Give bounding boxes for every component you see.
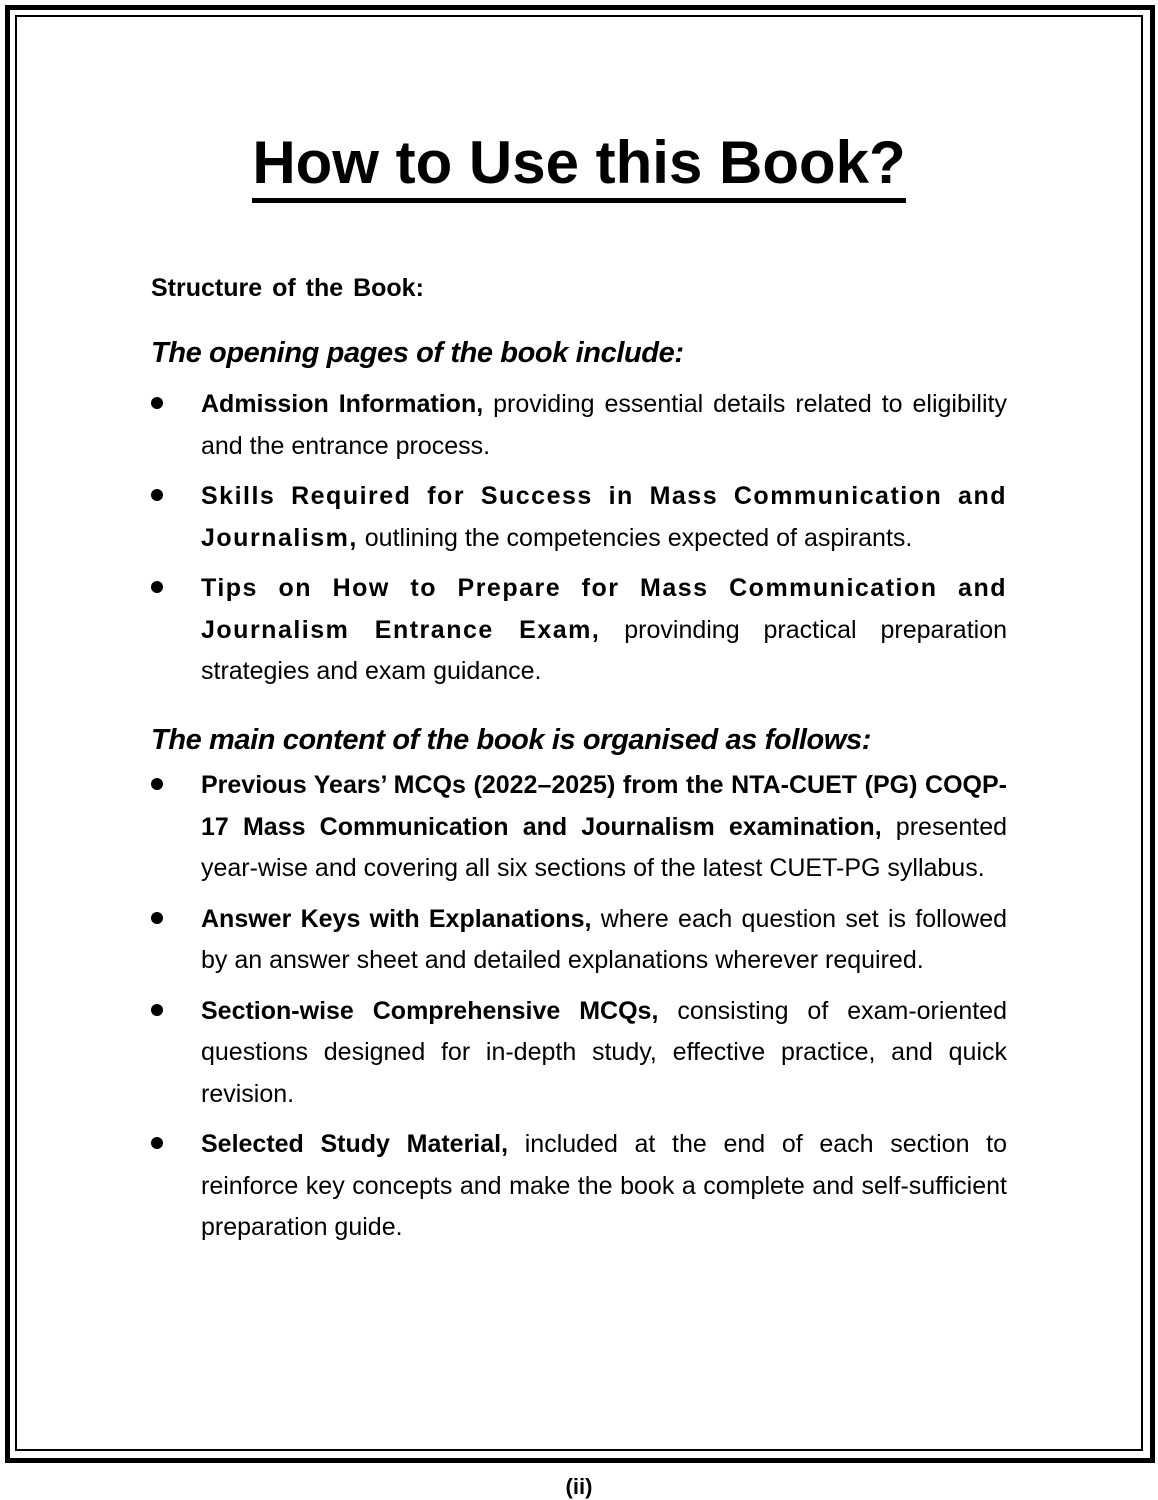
list-item-title: Answer Keys with Explanations, xyxy=(201,904,592,933)
main-section-heading: The main content of the book is organised as follows: xyxy=(151,724,871,756)
bullet-icon xyxy=(151,778,163,790)
list-item-text: where each question set is followed by an answer sheet and detailed explanations wherever required. xyxy=(201,904,1008,974)
list-item-title: Tips on How to Prepare for Mass Communication and Journalism Entrance Exam, xyxy=(201,574,1007,644)
structure-heading: Structure of the Book: xyxy=(151,274,424,302)
list-item xyxy=(151,991,1007,1116)
list-item xyxy=(151,476,1007,559)
list-item-title: Previous Years’ MCQs (2022–2025) from the NTA-CUET (PG) COQP-17 Mass Communication and Journalism examination, xyxy=(201,771,1007,841)
page-title xyxy=(0,128,1158,198)
opening-section-heading: The opening pages of the book include: xyxy=(151,337,684,369)
list-item xyxy=(151,1124,1007,1249)
list-item-title: Selected Study Material, xyxy=(201,1130,509,1158)
list-item-title: Admission Information, xyxy=(201,390,484,418)
list-item-text: presented year-wise and covering all six sections of the latest CUET-PG syllabus. xyxy=(201,812,1008,882)
bullet-icon xyxy=(151,1004,163,1016)
bullet-icon xyxy=(151,489,163,501)
list-item xyxy=(151,765,1007,890)
list-item-text: providing essential details related to eligibility and the entrance process. xyxy=(201,390,1007,460)
bullet-icon xyxy=(151,397,163,409)
list-item xyxy=(151,384,1007,467)
bullet-icon xyxy=(151,912,163,924)
list-item-text: consisting of exam-oriented questions designed for in-depth study, effective practice, and quick revision. xyxy=(201,996,1007,1108)
main-section-list xyxy=(151,765,1007,1258)
page-title-text: How to Use this Book? xyxy=(252,129,905,203)
list-item xyxy=(151,899,1007,982)
bullet-icon xyxy=(151,581,163,593)
list-item-title: Skills Required for Success in Mass Communication and Journalism, xyxy=(201,482,1007,552)
list-item-title: Section-wise Comprehensive MCQs, xyxy=(201,996,659,1025)
bullet-icon xyxy=(151,1137,163,1149)
list-item-text: included at the end of each section to reinforce key concepts and make the book a complete and self-sufficient preparation guide. xyxy=(201,1130,1007,1241)
opening-section-list xyxy=(151,384,1007,702)
page-number: (ii) xyxy=(565,1474,593,1499)
list-item-text: outlining the competencies expected of aspirants. xyxy=(357,523,913,552)
list-item-text: provinding practical preparation strategies and exam guidance. xyxy=(201,615,1008,685)
list-item xyxy=(151,568,1007,693)
